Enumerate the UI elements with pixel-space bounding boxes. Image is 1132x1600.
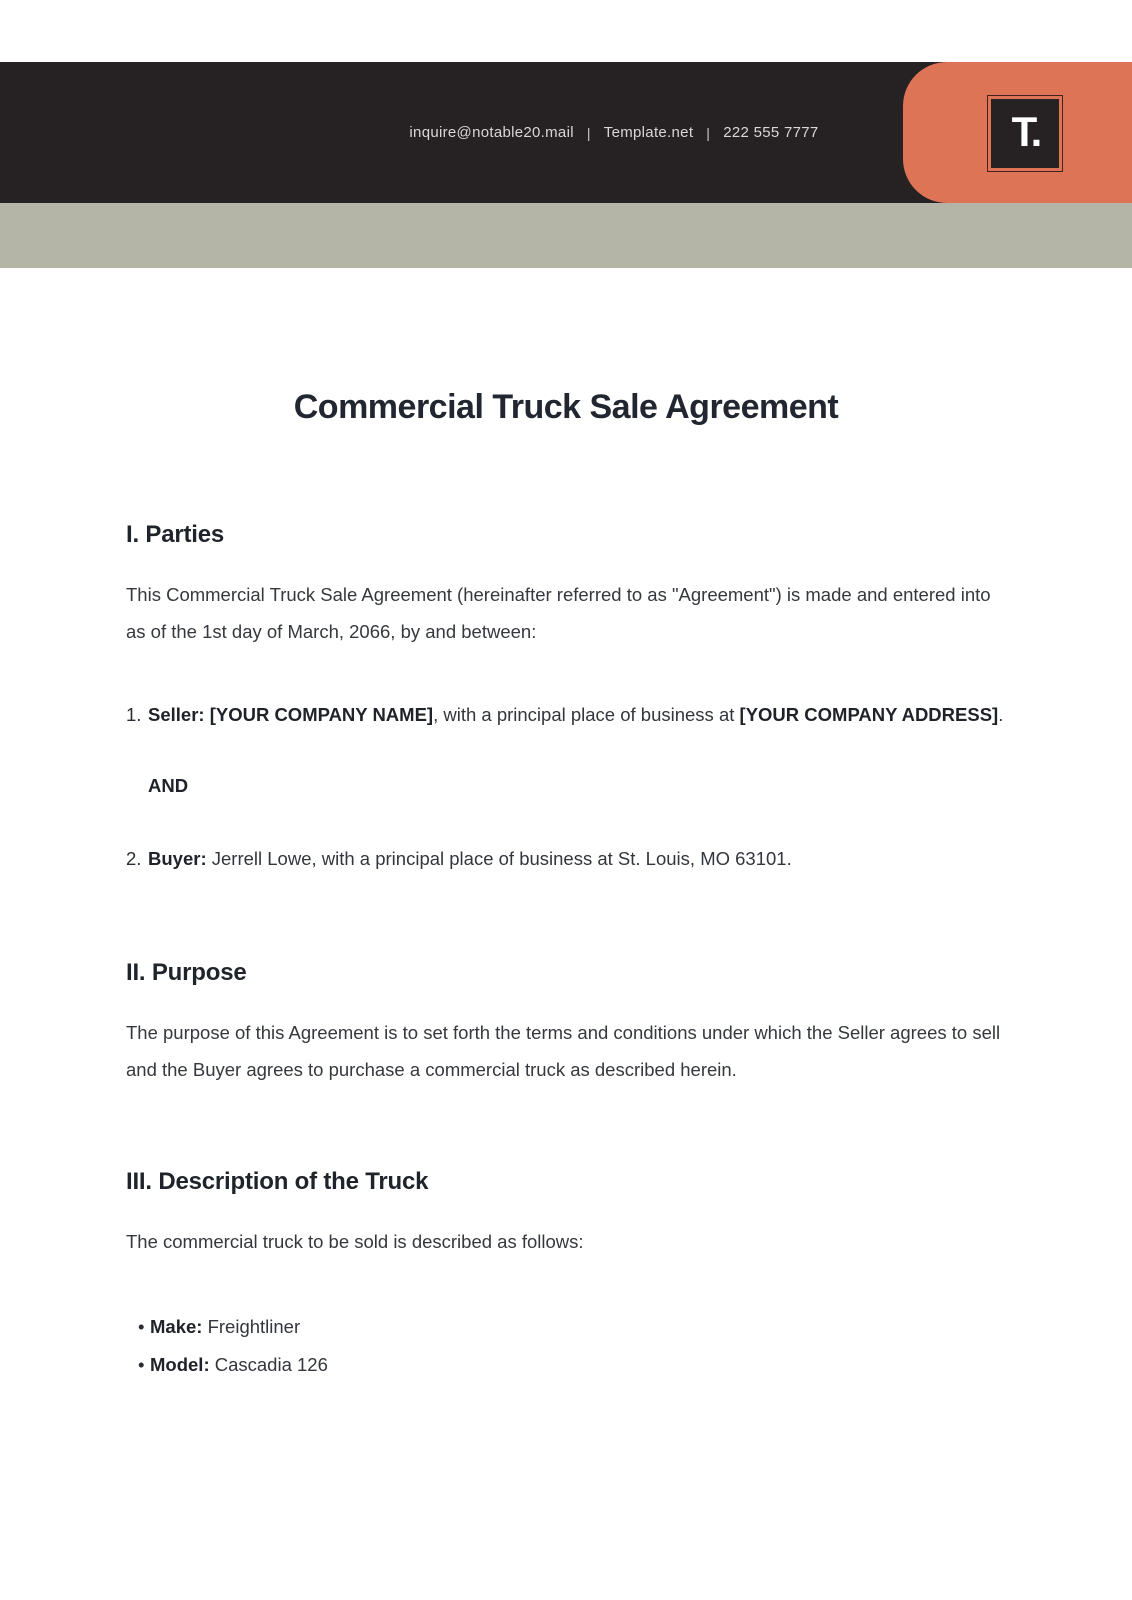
header-phone: 222 555 7777 bbox=[723, 124, 819, 141]
list-item-seller bbox=[126, 696, 1006, 733]
buyer-label: Buyer: bbox=[148, 848, 207, 869]
header-bar bbox=[0, 62, 1132, 203]
list-item-text bbox=[148, 840, 1006, 877]
bullet-icon: • bbox=[138, 1354, 145, 1375]
list-item-text bbox=[150, 1308, 300, 1346]
document-title: Commercial Truck Sale Agreement bbox=[293, 388, 839, 426]
list-item-number: 1. bbox=[126, 704, 142, 725]
header-website: Template.net bbox=[603, 124, 694, 141]
document-body bbox=[0, 388, 1132, 1384]
model-label: Model: bbox=[150, 1354, 210, 1375]
list-item-number: 2. bbox=[126, 848, 142, 869]
seller-address-placeholder: [YOUR COMPANY ADDRESS] bbox=[739, 704, 999, 725]
section-heading-parties: I. Parties bbox=[126, 521, 225, 548]
section-heading-truck-description: III. Description of the Truck bbox=[126, 1168, 429, 1195]
list-item-make bbox=[126, 1308, 1006, 1346]
bullet-icon: • bbox=[138, 1316, 145, 1337]
make-value: Freightliner bbox=[202, 1316, 301, 1337]
truck-spec-list bbox=[126, 1308, 1006, 1384]
parties-intro-paragraph: This Commercial Truck Sale Agreement (hereinafter referred to as "Agreement") is made and entered into as of the 1st day of March, 2066, by and between: bbox=[126, 584, 991, 642]
page-top-margin bbox=[0, 0, 1132, 62]
make-label: Make: bbox=[150, 1316, 203, 1337]
section-heading-purpose: II. Purpose bbox=[126, 959, 247, 986]
brand-logo-frame bbox=[987, 95, 1063, 172]
model-value: Cascadia 126 bbox=[209, 1354, 328, 1375]
buyer-details: Jerrell Lowe, with a principal place of business at St. Louis, MO 63101. bbox=[206, 848, 792, 869]
header-email: inquire@notable20.mail bbox=[409, 124, 574, 141]
header-olive-band bbox=[0, 203, 1132, 268]
seller-mid-text: , with a principal place of business at bbox=[433, 704, 740, 725]
header-separator: | bbox=[706, 124, 711, 141]
seller-end-punct: . bbox=[998, 704, 1004, 725]
parties-conjunction: AND bbox=[148, 775, 189, 796]
list-item-buyer bbox=[126, 840, 1006, 877]
parties-numbered-list bbox=[126, 696, 1006, 877]
purpose-paragraph: The purpose of this Agreement is to set forth the terms and conditions under which the Seller agrees to sell and the Buyer agrees to purchase a commercial truck as described herein. bbox=[126, 1022, 1001, 1080]
list-item-text bbox=[150, 1346, 328, 1384]
header-accent-tab bbox=[903, 62, 1132, 203]
header-separator: | bbox=[586, 124, 591, 141]
brand-logo bbox=[991, 99, 1059, 168]
brand-logo-letter: T. bbox=[1011, 107, 1041, 155]
list-item-model bbox=[126, 1346, 1006, 1384]
truck-intro-paragraph: The commercial truck to be sold is described as follows: bbox=[126, 1231, 584, 1252]
list-item-text bbox=[148, 696, 1006, 733]
seller-label-and-company: Seller: [YOUR COMPANY NAME] bbox=[148, 704, 434, 725]
